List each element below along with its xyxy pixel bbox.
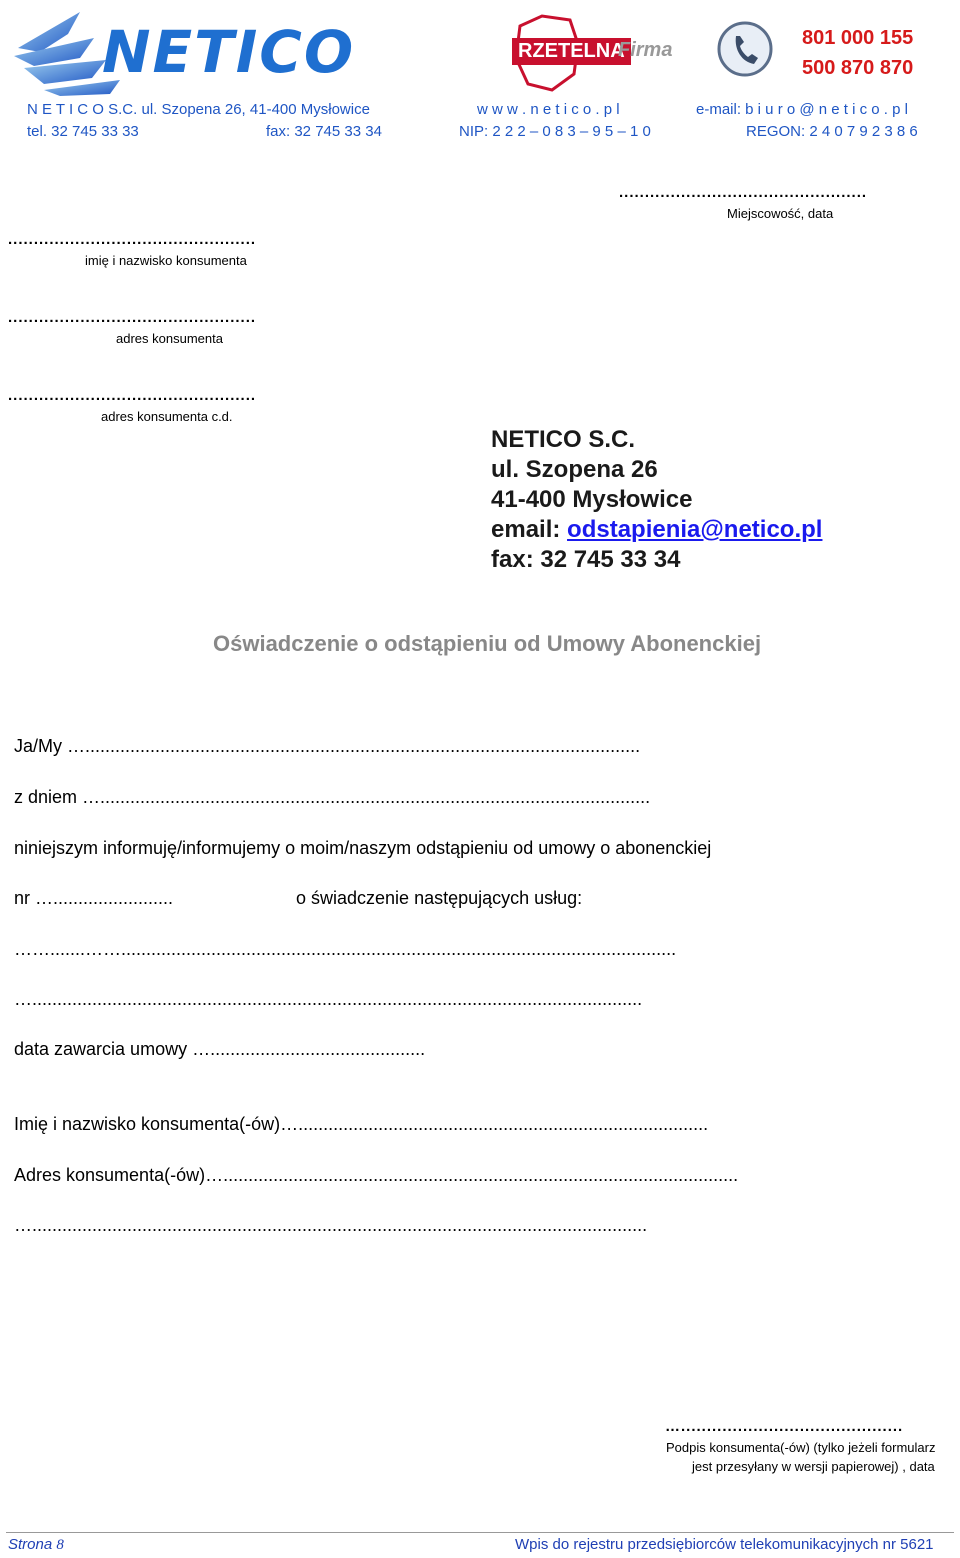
recipient-address xyxy=(491,425,822,575)
recipient-email-label: email: xyxy=(491,516,568,543)
services-label: o świadczenie następujących usług: xyxy=(296,888,583,908)
logo-wordmark: NETICO xyxy=(102,18,356,86)
header-website: w w w . n e t i c o . p l xyxy=(477,101,620,118)
footer-registry: Wpis do rejestru przedsiębiorców telekomunikacyjnych nr 5621 xyxy=(515,1536,934,1553)
footer-page xyxy=(8,1536,64,1554)
consumer-address-label: adres konsumenta xyxy=(116,331,223,346)
page-number: 8 xyxy=(56,1537,64,1553)
services-blank-2: ….......................................................................................................................... xyxy=(14,989,643,1009)
consumer-address-line: Adres konsumenta(-ów)…....................................................................................................... xyxy=(14,1165,739,1185)
signature-label-1: Podpis konsumenta(-ów) (tylko jeżeli formularz xyxy=(666,1440,936,1455)
consumer-name-dots: ................................................ xyxy=(8,231,257,248)
footer-divider xyxy=(6,1532,954,1533)
contract-date-line: data zawarcia umowy …........................................... xyxy=(14,1039,426,1059)
recipient-city: 41-400 Mysłowice xyxy=(491,486,693,513)
consumer-name-label: imię i nazwisko konsumenta xyxy=(85,253,247,268)
consumer-address-dots: ................................................ xyxy=(8,309,257,326)
firma-label: Firma xyxy=(618,39,673,61)
rzetelna-firma-badge xyxy=(512,14,672,94)
signature-dots: …........................................... xyxy=(665,1418,904,1435)
consumer-address-blank: …........................................................................................................................... xyxy=(14,1215,648,1235)
place-date-label: Miejscowość, data xyxy=(727,206,834,221)
consumer-fullname-line: Imię i nazwisko konsumenta(-ów)….................................................................................. xyxy=(14,1114,709,1134)
header-regon: REGON: 2 4 0 7 9 2 3 8 6 xyxy=(746,123,918,140)
document-title: Oświadczenie o odstąpieniu od Umowy Abonenckiej xyxy=(213,631,762,656)
hotline-phone: 801 000 155 xyxy=(802,27,914,49)
header-company-address: N E T I C O S.C. ul. Szopena 26, 41-400 Mysłowice xyxy=(27,101,370,118)
mobile-phone: 500 870 870 xyxy=(802,57,914,79)
header-email: e-mail: b i u r o @ n e t i c o . p l xyxy=(696,101,908,118)
header-nip: NIP: 2 2 2 – 0 8 3 – 9 5 – 1 0 xyxy=(459,123,651,140)
place-date-dots: ................................................ xyxy=(619,184,868,201)
consumer-address-cd-label: adres konsumenta c.d. xyxy=(101,409,233,424)
recipient-email-line xyxy=(491,515,822,545)
consumer-address-cd-dots: ................................................ xyxy=(8,387,257,404)
withdrawal-info: niniejszym informuję/informujemy o moim/naszym odstąpieniu od umowy o abonenckiej xyxy=(14,838,712,858)
rzetelna-label: RZETELNA xyxy=(512,38,631,65)
services-blank-1: …….......……............................................................................................................... xyxy=(14,939,677,959)
netico-logo xyxy=(10,8,440,96)
phone-icon xyxy=(716,20,774,78)
header-fax: fax: 32 745 33 34 xyxy=(266,123,382,140)
signature-label-2: jest przesyłany w wersji papierowej) , data xyxy=(692,1459,935,1474)
recipient-street: ul. Szopena 26 xyxy=(491,456,658,483)
ja-my-line: Ja/My …............................................................................................................... xyxy=(14,736,641,756)
recipient-email-link[interactable]: odstapienia@netico.pl xyxy=(567,516,823,543)
recipient-name: NETICO S.C. xyxy=(491,426,636,453)
recipient-fax: fax: 32 745 33 34 xyxy=(491,546,681,573)
page-label: Strona xyxy=(8,1536,53,1553)
z-dniem-line: z dniem ….............................................................................................................. xyxy=(14,787,651,807)
header-tel: tel. 32 745 33 33 xyxy=(27,123,139,140)
contract-number-line: nr …........................ xyxy=(14,888,174,908)
